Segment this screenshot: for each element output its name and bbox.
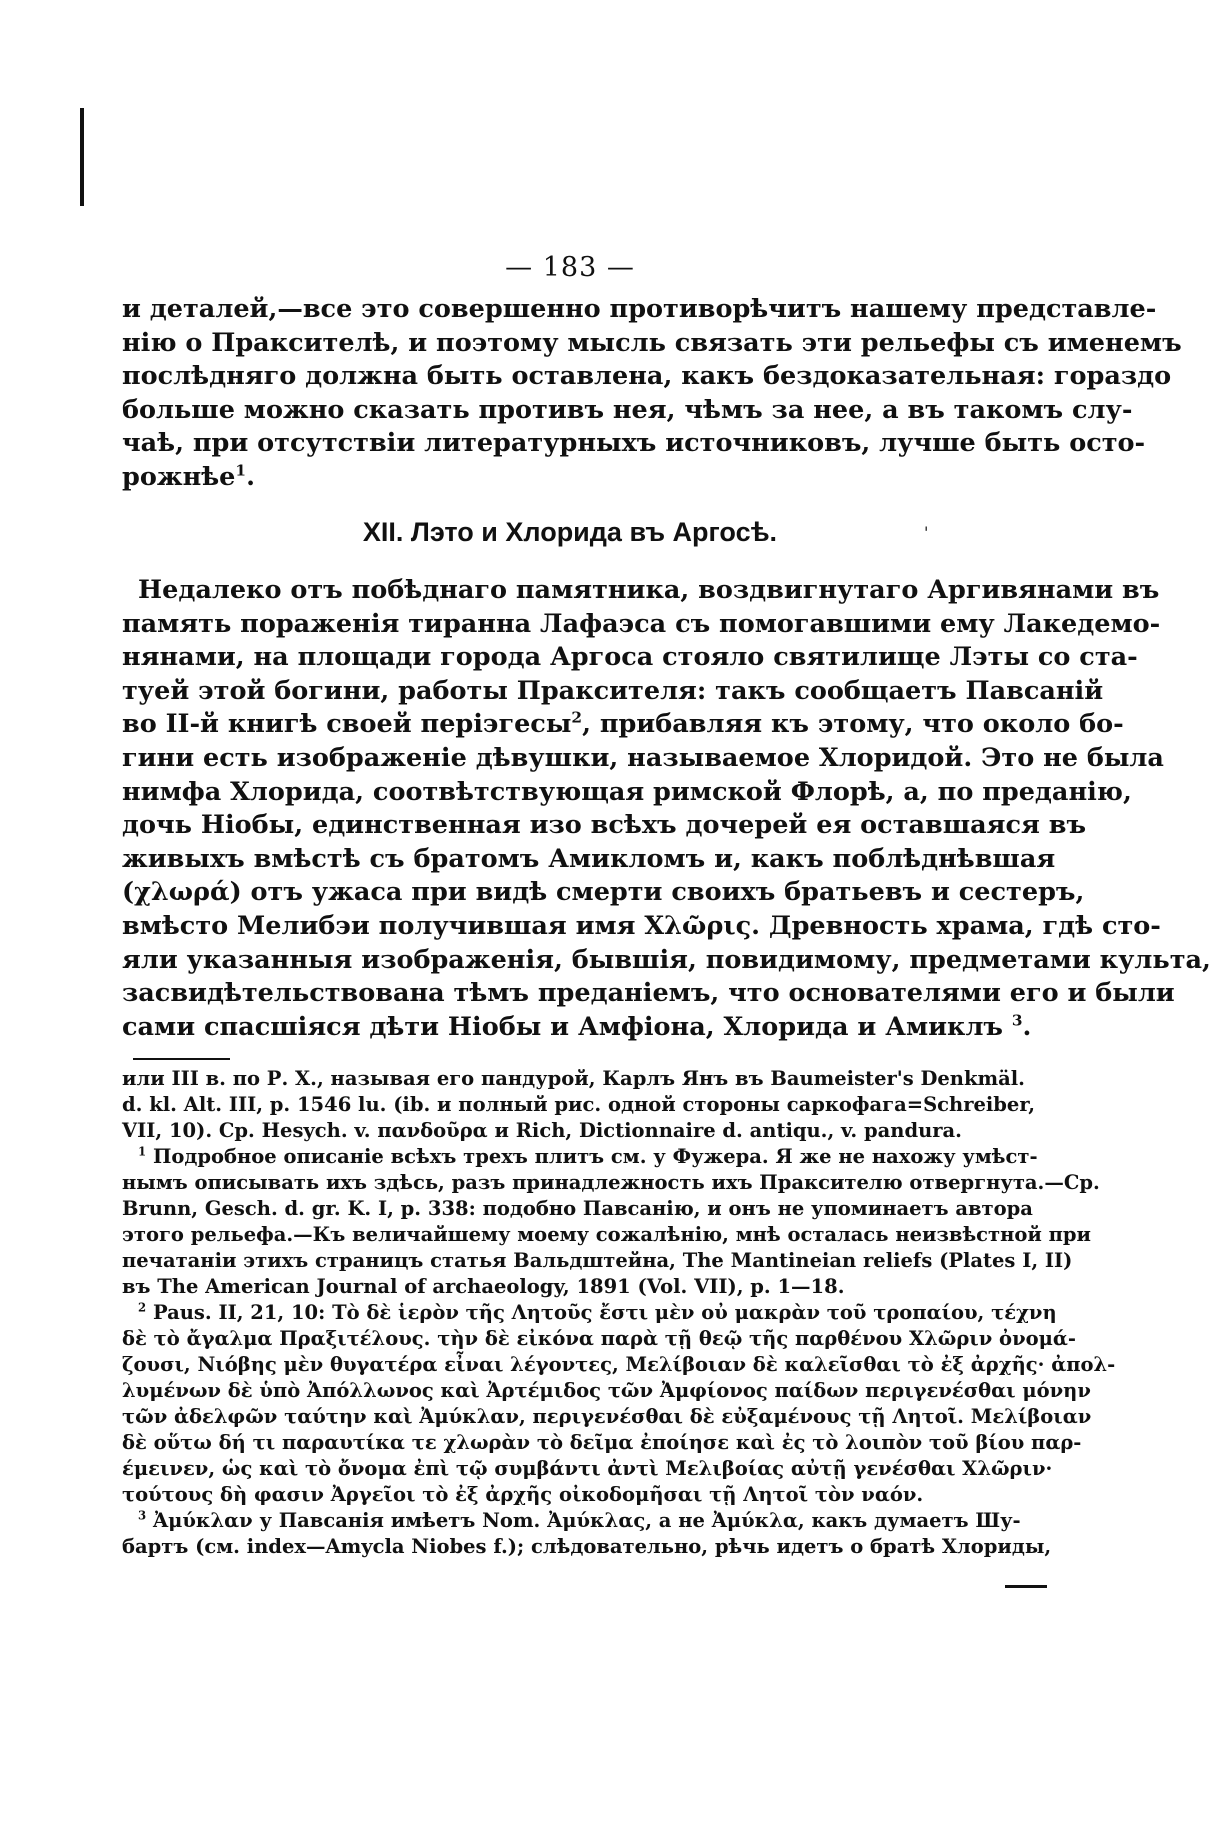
text-line: живыхъ вмѣстѣ съ братомъ Амикломъ и, какъ поблѣднѣвшая [122, 843, 1056, 874]
text-line: вмѣсто Мелибэи получившая имя Χλῶρις. Древность храма, гдѣ сто- [122, 910, 1161, 941]
text-line: память пораженія тиранна Лафаэса съ помогавшими ему Лакедемо- [122, 608, 1161, 639]
text-line: нію о Праксителѣ, и поэтому мысль связать эти рельефы съ именемъ [122, 327, 1182, 358]
text-line: нимфа Хлорида, соотвѣтствующая римской Флорѣ, а, по преданію, [122, 776, 1132, 807]
text-fragment: во II-й книгѣ своей періэгесы [122, 709, 572, 740]
text-line [122, 1011, 1032, 1045]
body-paragraph [122, 574, 1211, 1044]
footnote-mark-2: 2 [138, 1300, 147, 1315]
footnote-line: λυμένων δὲ ὑπὸ Ἀπόλλωνος καὶ Ἀρτέμιδος τῶν Ἀμφίονος παίδων περιγενέσθαι μόνην [122, 1379, 1091, 1402]
footnote-ref-3[interactable]: 3 [1011, 1011, 1023, 1030]
text-line [122, 708, 1124, 742]
footnote-line [122, 1508, 1021, 1534]
text-line: нянами, на площади города Аргоса стояло святилище Лэты со ста- [122, 642, 1138, 673]
text-line: (χλωρά) отъ ужаса при видѣ смерти своихъ братьевъ и сестеръ, [122, 877, 1085, 908]
footnote-line: или III в. по Р. Х., называя его пандурой, Карлъ Янъ въ Baumeister's Denkmäl. [122, 1067, 1025, 1090]
footnote-line: έμεινεν, ὡς καὶ τὸ ὄνομα ἐπὶ τῷ συμβάντι ἀντὶ Μελιβοίας αὐτῇ γενέσθαι Χλῶριν· [122, 1457, 1053, 1480]
text-line: больше можно сказать противъ нея, чѣмъ за нее, а въ такомъ слу- [122, 394, 1133, 425]
text-line: чаѣ, при отсутствіи литературныхъ источниковъ, лучше быть осто- [122, 428, 1146, 459]
footnote-mark-1: 1 [138, 1144, 147, 1159]
text-fragment: . [1022, 1011, 1032, 1042]
text-fragment: Ἀμύκλαν у Павсанія имѣетъ Nom. Ἀμύκλας, а не Ἀμύκλα, какъ думаетъ Шу- [152, 1509, 1021, 1532]
text-line: яли указанныя изображенія, бывшія, повидимому, предметами культа, [122, 944, 1211, 975]
footnote-ref-2[interactable]: 2 [571, 708, 583, 727]
footnote-ref-1[interactable]: 1 [235, 461, 247, 480]
text-fragment: рожнѣе [122, 461, 236, 492]
text-fragment: Paus. II, 21, 10: Τὸ δὲ ἱερὸν τῆς Λητοῦς ἔστι μὲν οὐ μακρὰν τοῦ τροπαίου, τέχνη [152, 1301, 1057, 1324]
continued-paragraph [122, 293, 1182, 495]
text-line: туей этой богини, работы Праксителя: такъ сообщаетъ Павсаній [122, 675, 1104, 706]
footnote-line: d. kl. Alt. III, p. 1546 lu. (ib. и полный рис. одной стороны саркофага=Schreiber, [122, 1093, 1035, 1116]
text-line: рожнѣе$^1$. [122, 461, 255, 492]
footnote-line: нымъ описывать ихъ здѣсь, разъ принадлежность ихъ Праксителю отвергнута.—Ср. [122, 1171, 1100, 1194]
footnotes [122, 1066, 1116, 1560]
scan-edge-mark-bottom [1005, 1585, 1047, 1588]
footnote-line [122, 1144, 1038, 1170]
text-fragment: Подробное описаніе всѣхъ трехъ плитъ см. у Фужера. Я же не нахожу умѣст- [152, 1145, 1038, 1168]
footnote-line [122, 1300, 1057, 1326]
section-heading: XII. Лэто и Хлорида въ Аргосѣ. [362, 517, 778, 547]
footnote-line: δὲ τὸ ἄγαλμα Πραξιτέλους. τὴν δὲ εἰκόνα παρὰ τῇ θεῷ τῆς παρθένου Χλῶριν ὀνομά- [122, 1327, 1076, 1350]
footnote-mark-3: 3 [138, 1508, 147, 1523]
footnote-line: бартъ (см. index—Amycla Niobes f.); слѣдовательно, рѣчь идетъ о братѣ Хлориды, [122, 1535, 1052, 1558]
footnote-line: VII, 10). Ср. Hesych. v. πανδοῦρα и Rich, Dictionnaire d. antiqu., v. pandura. [122, 1119, 962, 1142]
scan-edge-mark [80, 108, 84, 206]
text-fragment: сами спасшіяся дѣти Ніобы и Амфіона, Хлорида и Амиклъ [122, 1011, 1003, 1042]
page-number: — 183 — [505, 252, 635, 283]
footnote-line: печатаніи этихъ страницъ статья Вальдштейна, The Mantineian reliefs (Plates I, II) [122, 1249, 1073, 1272]
text-line: гини есть изображеніе дѣвушки, называемое Хлоридой. Это не была [122, 742, 1164, 773]
footnote-line: δὲ οὕτω δή τι παραυτίκα τε χλωρὰν τὸ δεῖμα ἐποίησε καὶ ἐς τὸ λοιπὸν τοῦ βίου παρ- [122, 1431, 1082, 1454]
heading-mark: ' [924, 523, 929, 542]
footnote-line: τῶν ἀδελφῶν ταύτην καὶ Ἀμύκλαν, περιγενέσθαι δὲ εὐξαμένους τῇ Λητοῖ. Μελίβοιαν [122, 1405, 1092, 1428]
footnote-line: τούτους δὴ φασιν Ἀργεῖοι τὸ ἐξ ἀρχῆς οἰκοδομῆσαι τῇ Λητοῖ τὸν ναόν. [122, 1483, 924, 1506]
footnote-line: Brunn, Gesch. d. gr. K. I, p. 338: подобно Павсанію, и онъ не упоминаетъ автора [122, 1197, 1033, 1220]
footnote-line: ζουσι, Νιόβης μὲν θυγατέρα εἶναι λέγοντες, Μελίβοιαν δὲ καλεῖσθαι τὸ ἐξ ἀρχῆς· ἀπολ- [122, 1353, 1116, 1376]
text-line: дочь Ніобы, единственная изо всѣхъ дочерей ея оставшаяся въ [122, 810, 1087, 841]
text-line: засвидѣтельствована тѣмъ преданіемъ, что основателями его и были [122, 978, 1175, 1009]
text-line: Недалеко отъ побѣднаго памятника, воздвигнутаго Аргивянами въ [138, 575, 1160, 605]
text-fragment: , прибавляя къ этому, что около бо- [582, 709, 1124, 740]
text-line: послѣдняго должна быть оставлена, какъ бездоказательная: гораздо [122, 361, 1172, 392]
footnote-divider [133, 1058, 230, 1060]
footnote-line: этого рельефа.—Къ величайшему моему сожалѣнію, мнѣ осталась неизвѣстной при [122, 1223, 1092, 1246]
text-line: и деталей,—все это совершенно противорѣчитъ нашему представле- [122, 294, 1157, 324]
footnote-line: въ The American Journal of archaeology, 1891 (Vol. VII), p. 1—18. [122, 1275, 845, 1298]
